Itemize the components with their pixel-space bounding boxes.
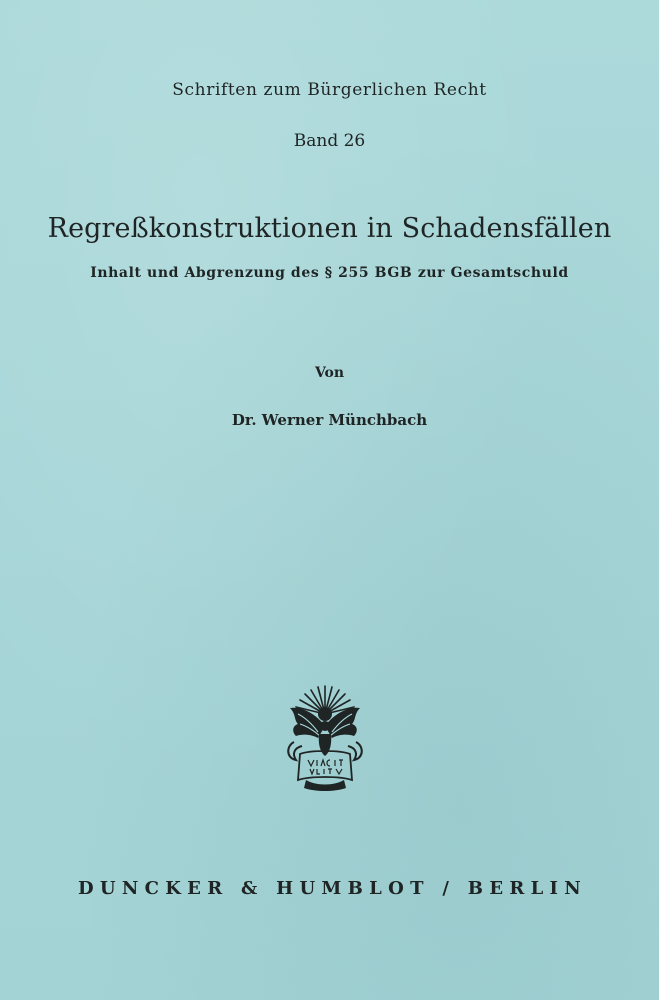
eagle-emblem-icon — [280, 680, 370, 792]
book-title: Regreßkonstruktionen in Schadensfällen — [47, 213, 612, 244]
book-subtitle: Inhalt und Abgrenzung des § 255 BGB zur Gesamtschuld — [90, 265, 569, 281]
publisher-imprint: DUNCKER & HUMBLOT / BERLIN — [77, 878, 588, 899]
series-title: Schriften zum Bürgerlichen Recht — [172, 80, 487, 100]
volume-number: Band 26 — [293, 131, 366, 151]
by-label: Von — [314, 365, 345, 381]
author-name: Dr. Werner Münchbach — [231, 411, 428, 429]
